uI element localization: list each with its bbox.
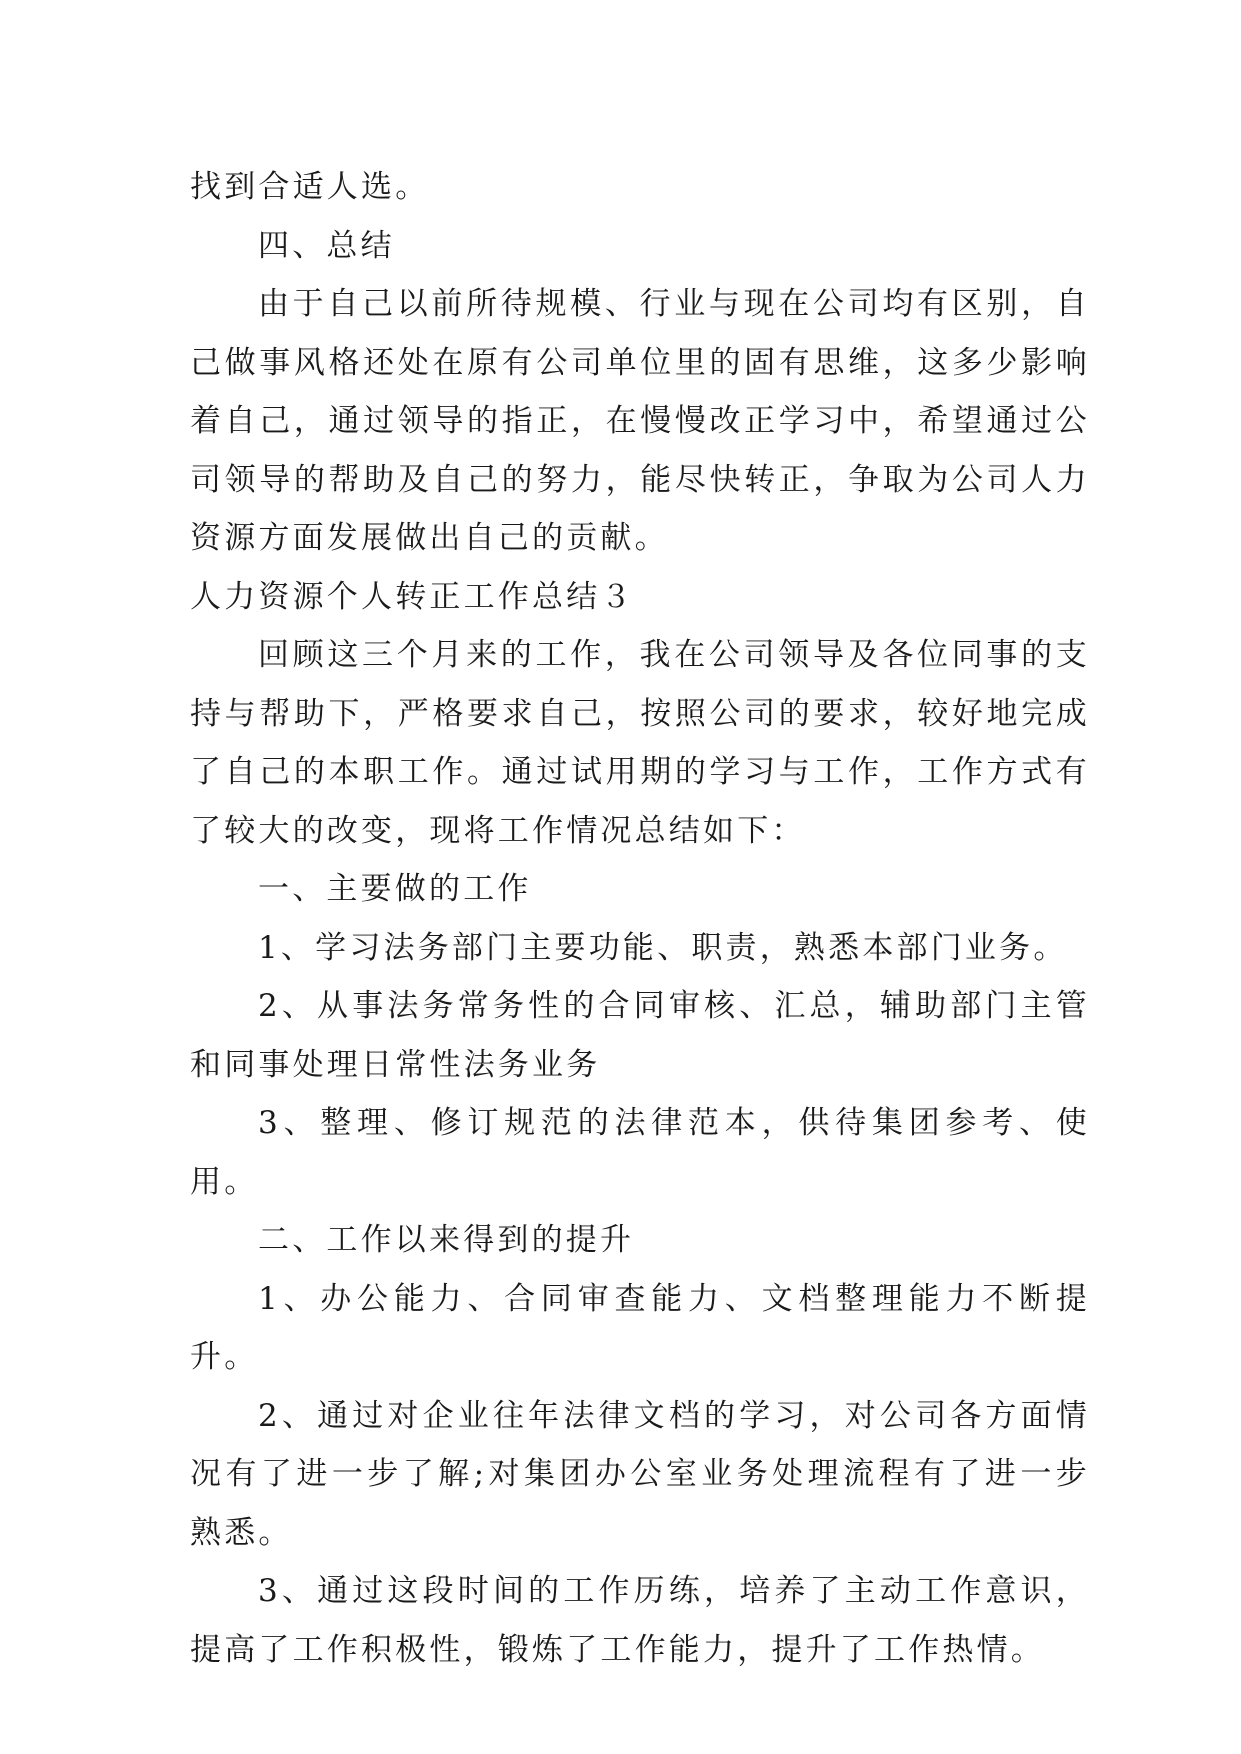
- document-body: [190, 158, 1090, 1679]
- paragraph-intro: 回顾这三个月来的工作，我在公司领导及各位同事的支持与帮助下，严格要求自己，按照公司的要求，较好地完成了自己的本职工作。通过试用期的学习与工作，工作方式有了较大的改变，现将工作情况总结如下：: [190, 637, 1090, 849]
- section-heading-main-work: 一、主要做的工作: [258, 871, 532, 907]
- paragraph-summary: 由于自己以前所待规模、行业与现在公司均有区别，自己做事风格还处在原有公司单位里的固有思维，这多少影响着自己，通过领导的指正，在慢慢改正学习中，希望通过公司领导的帮助及自己的努力，能尽快转正，争取为公司人力资源方面发展做出自己的贡献。: [190, 286, 1090, 556]
- section-heading-summary: 四、总结: [258, 227, 395, 264]
- list-item: 2、从事法务常务性的合同审核、汇总，辅助部门主管和同事处理日常性法务业务: [190, 988, 1090, 1083]
- document-title: 人力资源个人转正工作总结３: [190, 578, 635, 615]
- section-heading-improvement: 二、工作以来得到的提升: [258, 1222, 635, 1258]
- list-item: 3、通过这段时间的工作历练，培养了主动工作意识，提高了工作积极性，锻炼了工作能力，提升了工作热情。: [190, 1573, 1090, 1668]
- list-item: 1、学习法务部门主要功能、职责，熟悉本部门业务。: [258, 929, 1068, 966]
- list-item: 3、整理、修订规范的法律范本，供待集团参考、使用。: [190, 1105, 1090, 1200]
- paragraph-continuation: 找到合适人选。: [190, 169, 430, 205]
- list-item: 2、通过对企业往年法律文档的学习，对公司各方面情况有了进一步了解;对集团办公室业务处理流程有了进一步熟悉。: [190, 1397, 1090, 1551]
- list-item: 1、办公能力、合同审查能力、文档整理能力不断提升。: [190, 1280, 1090, 1375]
